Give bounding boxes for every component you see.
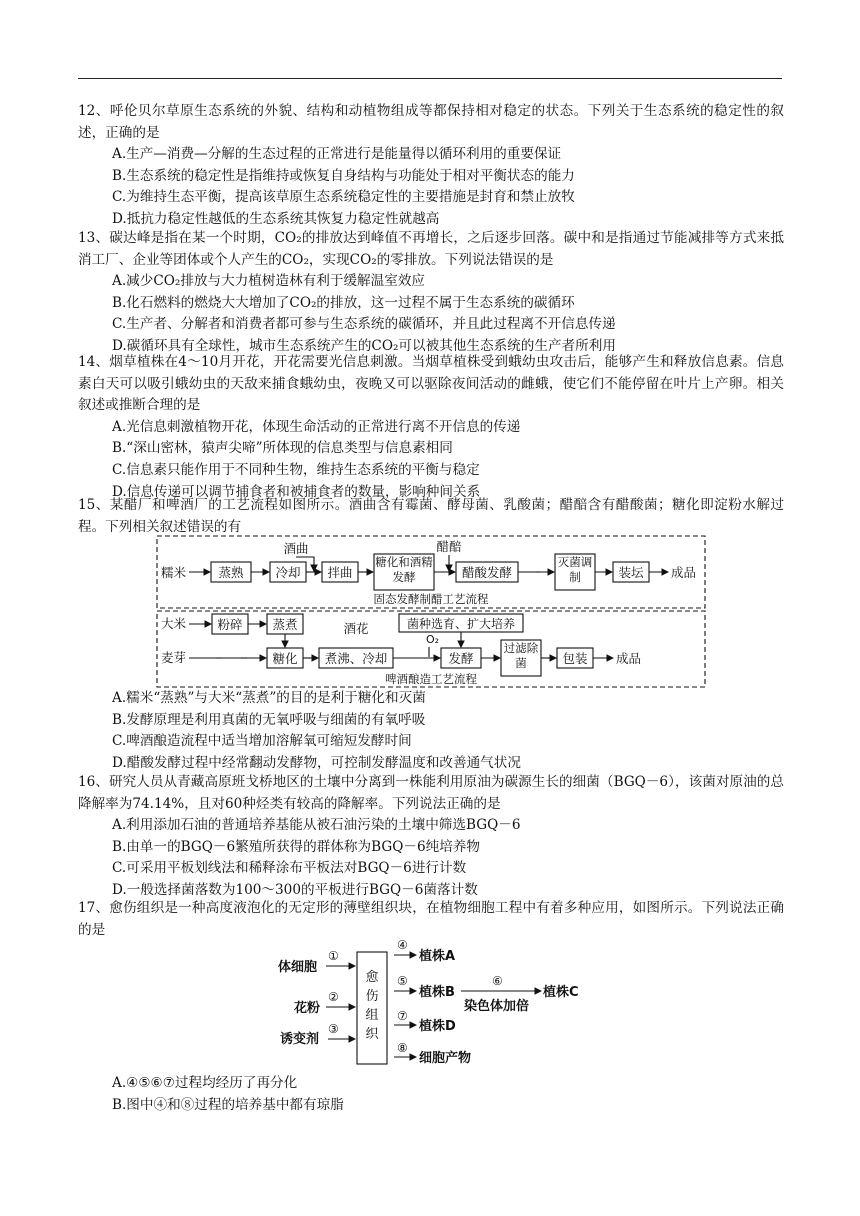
question-stem: 13、碳达峰是指在某一个时期，CO₂的排放达到峰值不再增长，之后逐步回落。碳中和是指通过节能减排等方式来抵消工厂、企业等团体或个人产生的CO₂，实现CO₂的零排放。下列说法错误的是 <box>78 230 784 268</box>
question-12 <box>78 101 784 231</box>
option-c: C.生产者、分解者和消费者都可参与生态系统的碳循环，并且此过程离不开信息传递 <box>112 316 616 333</box>
question-15-options <box>78 688 784 774</box>
step-label: 冷却 <box>275 565 301 580</box>
step-label: 糖化和酒精发酵 <box>375 555 433 584</box>
option-d: D.信息传递可以调节捕食者和被捕食者的数量，影响种间关系 <box>112 483 481 500</box>
input-label: O₂ <box>426 633 440 646</box>
doubling-label: 染色体加倍 <box>464 999 530 1014</box>
option-b: B.“深山密林，猿声尖啼”所体现的信息类型与信息素相同 <box>112 440 453 457</box>
step-label: 包装 <box>562 651 588 666</box>
step-label: 蒸煮 <box>272 617 298 632</box>
option-a: A.生产—消费—分解的生态过程的正常进行是能量得以循环利用的重要保证 <box>112 146 562 163</box>
source-label: 诱变剂 <box>280 1032 320 1047</box>
input-label: 菌种选育、扩大培养 <box>406 617 516 631</box>
question-stem: 16、研究人员从青藏高原班戈桥地区的土壤中分离到一株能利用原油为碳源生长的细菌（BGQ－6），该菌对原油的总降解率为74.14%，且对60种烃类有较高的降解率。下列说法正确的是 <box>78 774 784 812</box>
step-label: 过滤除菌 <box>503 641 539 670</box>
step-number: ④ <box>397 940 408 952</box>
output-label: 植株C <box>543 985 579 1000</box>
source-label: 体细胞 <box>278 960 318 975</box>
output-label: 细胞产物 <box>419 1051 472 1066</box>
option-b: B.图中④和⑧过程的培养基中都有琼脂 <box>112 1096 344 1113</box>
question-17-options <box>78 1073 784 1116</box>
beer-end: 成品 <box>616 651 642 666</box>
option-a: A.糯米“蒸熟”与大米“蒸煮”的目的是利于糖化和灭菌 <box>112 690 426 706</box>
question-14 <box>78 352 784 503</box>
step-label: 粉碎 <box>217 617 243 632</box>
option-d: D.醋酸发酵过程中经常翻动发酵物，可控制发酵温度和改善通气状况 <box>112 754 521 771</box>
option-a: A.光信息刺激植物开花，体现生命活动的正常进行离不开信息的传递 <box>112 418 521 435</box>
option-a: A.减少CO₂排放与大力植树造林有利于缓解温室效应 <box>112 273 426 290</box>
step-number: ⑥ <box>492 974 503 988</box>
option-d: D.一般选择菌落数为100～300的平板进行BGQ－6菌落计数 <box>112 881 478 898</box>
option-c: C.信息素只能作用于不同种生物，维持生态系统的平衡与稳定 <box>112 461 480 478</box>
option-a: A.利用添加石油的普通培养基能从被石油污染的土壤中筛选BGQ－6 <box>112 817 521 834</box>
vinegar-caption: 固态发酵制醋工艺流程 <box>373 592 489 606</box>
output-label: 植株B <box>419 985 455 1000</box>
option-d: D.碳循环具有全球性，城市生态系统产生的CO₂可以被其他生态系统的生产者所利用 <box>112 337 616 354</box>
vinegar-end: 成品 <box>671 565 697 580</box>
step-number: ① <box>328 949 339 963</box>
question-16 <box>78 772 784 902</box>
step-label: 蒸熟 <box>218 565 244 580</box>
option-b: B.生态系统的稳定性是指维持或恢复自身结构与功能处于相对平衡状态的能力 <box>112 167 575 184</box>
step-label: 煮沸、冷却 <box>324 651 388 666</box>
option-c: C.可采用平板划线法和稀释涂布平板法对BGQ－6进行计数 <box>112 860 467 877</box>
question-17 <box>78 898 784 941</box>
option-b: B.发酵原理是利用真菌的无氧呼吸与细菌的有氧呼吸 <box>112 711 426 728</box>
option-a: A.④⑤⑥⑦过程均经历了再分化 <box>112 1075 298 1091</box>
question-stem: 15、某醋厂和啤酒厂的工艺流程如图所示。酒曲含有霉菌、酵母菌、乳酸菌；醋醅含有醋酸菌；糖化即淀粉水解过程。下列相关叙述错误的有 <box>78 497 784 535</box>
input-label: 酒曲 <box>283 541 309 556</box>
process-flow-diagram <box>156 535 706 688</box>
beer-caption: 啤酒酿造工艺流程 <box>385 672 477 686</box>
header-rule <box>78 78 782 79</box>
step-number: ③ <box>328 1022 339 1036</box>
step-label: 装坛 <box>618 565 644 580</box>
option-b: B.由单一的BGQ－6繁殖所获得的群体称为BGQ－6纯培养物 <box>112 838 480 855</box>
beer-start-rice: 大米 <box>161 616 187 631</box>
step-number: ② <box>328 990 339 1004</box>
option-b: B.化石燃料的燃烧大大增加了CO₂的排放，这一过程不属于生态系统的碳循环 <box>112 294 575 311</box>
step-label: 发酵 <box>448 651 474 666</box>
callus-diagram <box>276 940 596 1070</box>
question-15 <box>78 495 784 538</box>
input-label: 酒花 <box>343 621 369 636</box>
output-label: 植株A <box>419 949 456 964</box>
step-label: 灭菌调制 <box>557 555 593 584</box>
beer-start-malt: 麦芽 <box>161 650 187 665</box>
step-label: 醋酸发酵 <box>461 565 513 580</box>
option-c: C.为维持生态平衡，提高该草原生态系统稳定性的主要措施是封育和禁止放牧 <box>112 189 575 206</box>
question-stem: 14、烟草植株在4～10月开花，开花需要光信息刺激。当烟草植株受到蛾幼虫攻击后，能够产生和释放信息素。信息素白天可以吸引蛾幼虫的天敌来捕食蛾幼虫，夜晚又可以驱除夜间活动的雌蛾，使它们不能停留在叶片上产卵。相关叙述或推断合理的是 <box>78 354 784 414</box>
step-label: 糖化 <box>272 651 298 666</box>
option-c: C.啤酒酿造流程中适当增加溶解氧可缩短发酵时间 <box>112 733 412 750</box>
question-stem: 12、呼伦贝尔草原生态系统的外貌、结构和动植物组成等都保持相对稳定的状态。下列关于生态系统的稳定性的叙述，正确的是 <box>78 103 784 141</box>
question-13 <box>78 228 784 358</box>
output-label: 植株D <box>419 1019 456 1034</box>
vinegar-start: 糯米 <box>161 565 187 580</box>
question-stem: 17、愈伤组织是一种高度液泡化的无定形的薄壁组织块，在植物细胞工程中有着多种应用，如图所示。下列说法正确的是 <box>78 900 784 938</box>
step-label: 拌曲 <box>327 565 353 580</box>
input-label: 醋醅 <box>436 539 462 554</box>
source-label: 花粉 <box>294 1001 321 1016</box>
option-d: D.抵抗力稳定性越低的生态系统其恢复力稳定性就越高 <box>112 210 440 227</box>
step-number: ⑤ <box>397 974 408 988</box>
step-number: ⑧ <box>397 1041 408 1055</box>
callus-label: 愈伤组织 <box>365 970 379 1042</box>
step-number: ⑦ <box>397 1009 408 1023</box>
